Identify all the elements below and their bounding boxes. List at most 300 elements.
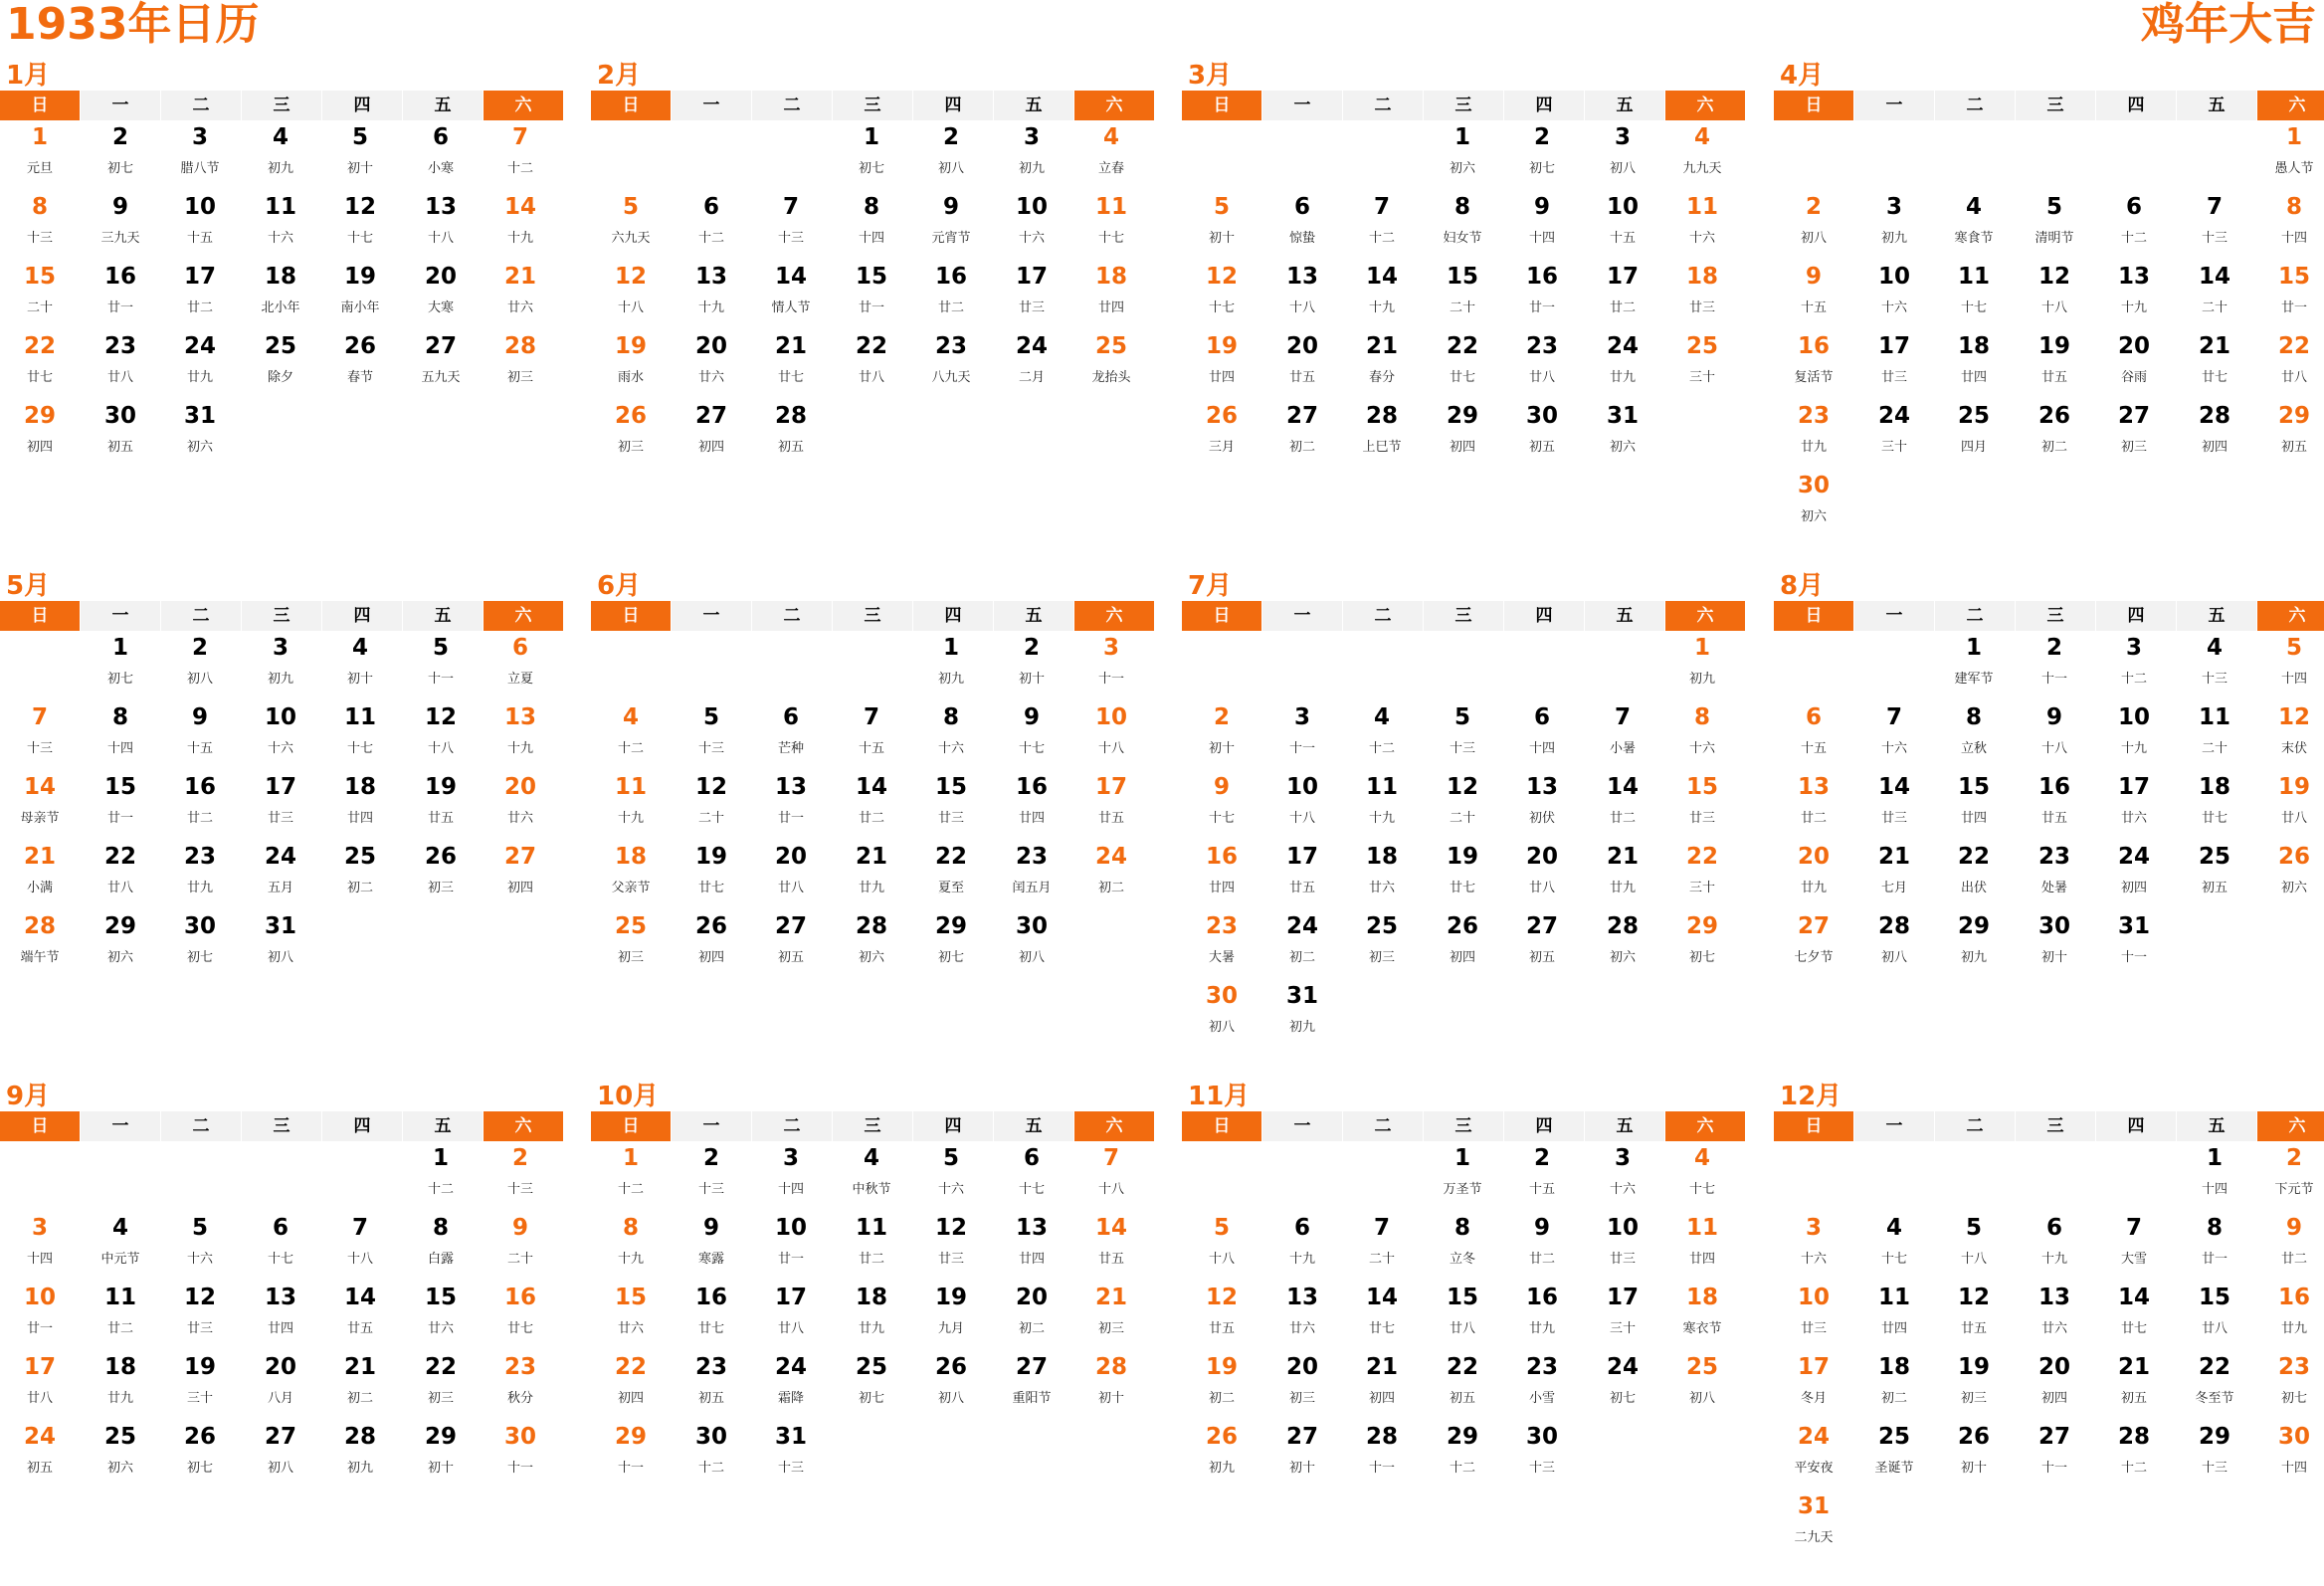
day-number: 19 — [424, 774, 457, 800]
day-cell — [241, 260, 320, 329]
day-cell — [1934, 840, 2014, 909]
day-number: 8 — [863, 194, 879, 220]
day-cell — [1262, 260, 1342, 329]
day-cell — [751, 329, 831, 399]
day-cell — [1583, 120, 1662, 190]
day-number: 11 — [264, 194, 296, 220]
day-cell — [1502, 1281, 1582, 1350]
day-number: 29 — [1446, 403, 1478, 429]
lunar-label: 十二 — [506, 161, 533, 176]
weekday-cell: 日 — [0, 601, 80, 631]
lunar-label: 廿七 — [2120, 1321, 2147, 1336]
lunar-label: 重阳节 — [1012, 1391, 1052, 1406]
day-cell — [401, 700, 481, 770]
day-cell — [2254, 190, 2324, 260]
day-number: 13 — [1525, 774, 1558, 800]
day-cell — [2254, 120, 2324, 190]
weekday-cell: 三 — [833, 601, 912, 631]
day-cell — [2015, 1420, 2094, 1489]
day-cell — [591, 770, 671, 840]
lunar-label: 大寒 — [427, 300, 454, 315]
lunar-label: 廿四 — [1688, 1252, 1715, 1267]
day-number: 29 — [614, 1424, 647, 1450]
day-cell — [1774, 260, 1853, 329]
weekday-cell: 日 — [0, 1111, 80, 1141]
day-cell — [1583, 260, 1662, 329]
day-number: 7 — [351, 1215, 368, 1241]
lunar-label: 二十 — [1449, 811, 1475, 826]
lunar-label: 初八 — [1800, 231, 1827, 246]
lunar-label: 廿二 — [937, 300, 964, 315]
lunar-label: 廿九 — [1609, 370, 1636, 385]
lunar-label: 三九天 — [100, 231, 140, 246]
day-cell — [911, 120, 991, 190]
day-cell — [241, 631, 320, 700]
lunar-label: 上巳节 — [1362, 440, 1402, 455]
lunar-label: 寒食节 — [1954, 231, 1994, 246]
day-number: 16 — [1015, 774, 1048, 800]
day-number: 15 — [103, 774, 136, 800]
weekday-header — [0, 1111, 573, 1141]
lunar-label: 小满 — [26, 881, 53, 895]
day-cell — [241, 190, 320, 260]
day-number: 7 — [2125, 1215, 2142, 1241]
lunar-label: 八九天 — [931, 370, 971, 385]
day-number: 22 — [614, 1354, 647, 1380]
day-cell — [1071, 260, 1151, 329]
day-number: 22 — [103, 844, 136, 870]
day-cell — [1583, 840, 1662, 909]
day-cell — [1583, 329, 1662, 399]
lunar-label: 廿三 — [1688, 300, 1715, 315]
day-cell — [1662, 631, 1742, 700]
day-cell — [1262, 399, 1342, 469]
day-number: 13 — [1015, 1215, 1048, 1241]
lunar-label: 十九 — [697, 300, 724, 315]
page-title: 1933年日历 — [6, 0, 260, 50]
lunar-label: 初七 — [1528, 161, 1555, 176]
lunar-label: 初六 — [2280, 881, 2307, 895]
day-number: 10 — [1877, 264, 1910, 290]
day-number: 3 — [1805, 1215, 1822, 1241]
lunar-label: 初九 — [1880, 231, 1907, 246]
day-cell — [160, 1211, 240, 1281]
month-label: 12月 — [1780, 1082, 1842, 1111]
day-cell — [81, 1420, 160, 1489]
day-number: 24 — [774, 1354, 807, 1380]
day-cell — [1071, 1350, 1151, 1420]
lunar-label: 初二 — [1288, 950, 1315, 965]
lunar-label: 中秋节 — [852, 1182, 891, 1197]
day-cell — [1342, 700, 1422, 770]
day-number: 12 — [1446, 774, 1478, 800]
day-cell — [911, 909, 991, 979]
day-cell — [1423, 399, 1502, 469]
day-cell — [1854, 700, 1934, 770]
day-number: 31 — [2117, 913, 2150, 939]
day-number: 25 — [264, 333, 296, 359]
lunar-label: 十八 — [1960, 1252, 1987, 1267]
lunar-label: 除夕 — [267, 370, 293, 385]
day-number: 8 — [1453, 1215, 1470, 1241]
day-number: 9 — [2285, 1215, 2302, 1241]
lunar-label: 建军节 — [1954, 672, 1994, 687]
day-cell — [1502, 1350, 1582, 1420]
day-number: 20 — [264, 1354, 296, 1380]
weekday-cell: 四 — [2096, 91, 2176, 120]
lunar-label: 初五 — [1528, 440, 1555, 455]
day-number: 18 — [855, 1285, 887, 1310]
day-number: 21 — [503, 264, 536, 290]
day-number: 12 — [934, 1215, 967, 1241]
day-cell — [160, 1350, 240, 1420]
day-number: 14 — [2198, 264, 2230, 290]
day-cell — [241, 1211, 320, 1281]
weekday-cell: 五 — [994, 1111, 1073, 1141]
weekday-cell: 三 — [242, 601, 321, 631]
day-cell — [2254, 770, 2324, 840]
lunar-label: 初五 — [2120, 1391, 2147, 1406]
day-number: 12 — [1957, 1285, 1990, 1310]
day-cell — [751, 190, 831, 260]
lunar-label: 冬月 — [1800, 1391, 1827, 1406]
day-number: 26 — [614, 403, 647, 429]
day-cell — [832, 840, 911, 909]
day-number: 12 — [1205, 264, 1238, 290]
day-number: 5 — [1453, 704, 1470, 730]
day-number: 1 — [111, 635, 128, 661]
lunar-label: 十三 — [777, 1461, 804, 1476]
day-number: 11 — [855, 1215, 887, 1241]
lunar-label: 初二 — [2040, 440, 2067, 455]
day-number: 22 — [1446, 333, 1478, 359]
day-cell — [832, 120, 911, 190]
day-number: 8 — [2285, 194, 2302, 220]
day-number: 14 — [1365, 1285, 1398, 1310]
day-cell — [1662, 190, 1742, 260]
lunar-label: 十四 — [1528, 231, 1555, 246]
day-number: 7 — [511, 124, 528, 150]
month-block — [0, 568, 573, 1076]
day-cell — [1854, 190, 1934, 260]
weekday-cell: 二 — [752, 1111, 832, 1141]
lunar-label: 小寒 — [427, 161, 454, 176]
day-number: 16 — [934, 264, 967, 290]
month-block — [1182, 568, 1755, 1076]
day-cell — [401, 1350, 481, 1420]
day-number: 4 — [1965, 194, 1982, 220]
day-cell — [1182, 190, 1261, 260]
day-number: 21 — [855, 844, 887, 870]
lunar-label: 二十 — [1368, 1252, 1395, 1267]
weekday-cell: 四 — [913, 1111, 993, 1141]
lunar-label: 十三 — [506, 1182, 533, 1197]
weekday-cell: 日 — [591, 601, 671, 631]
day-cell — [2254, 1350, 2324, 1420]
day-number: 25 — [1957, 403, 1990, 429]
day-number: 9 — [191, 704, 208, 730]
weekday-cell: 三 — [1424, 601, 1503, 631]
weekday-cell: 六 — [2257, 91, 2324, 120]
day-number: 9 — [111, 194, 128, 220]
lunar-label: 十二 — [2120, 1461, 2147, 1476]
day-cell — [1071, 770, 1151, 840]
weekday-cell: 六 — [484, 601, 563, 631]
month-label: 8月 — [1780, 571, 1825, 601]
day-number: 1 — [1965, 635, 1982, 661]
lunar-label: 十六 — [1018, 231, 1045, 246]
day-number: 20 — [1015, 1285, 1048, 1310]
day-cell — [1854, 770, 1934, 840]
weekday-header — [591, 601, 1164, 631]
month-block — [591, 568, 1164, 1076]
day-cell — [481, 631, 560, 700]
month-label: 6月 — [597, 571, 642, 601]
day-cell — [751, 840, 831, 909]
day-number: 9 — [702, 1215, 719, 1241]
day-number: 19 — [614, 333, 647, 359]
day-cell — [320, 120, 400, 190]
day-number: 5 — [622, 194, 639, 220]
day-number: 13 — [424, 194, 457, 220]
lunar-label: 廿七 — [697, 881, 724, 895]
day-cell — [401, 770, 481, 840]
day-cell — [1934, 770, 2014, 840]
lunar-label: 十九 — [1368, 300, 1395, 315]
lunar-label: 初五 — [106, 440, 133, 455]
lunar-label: 初十 — [2040, 950, 2067, 965]
day-number: 6 — [272, 1215, 289, 1241]
lunar-label: 廿九 — [1800, 881, 1827, 895]
lunar-label: 十二 — [2120, 231, 2147, 246]
day-number: 22 — [1957, 844, 1990, 870]
day-cell — [1071, 840, 1151, 909]
day-number: 22 — [2198, 1354, 2230, 1380]
day-cell — [160, 1281, 240, 1350]
day-number: 12 — [343, 194, 376, 220]
day-cell — [1071, 1281, 1151, 1350]
day-number: 27 — [1797, 913, 1830, 939]
day-cell — [2254, 631, 2324, 700]
weekday-cell: 日 — [1774, 1111, 1853, 1141]
day-number: 6 — [511, 635, 528, 661]
day-number: 17 — [1877, 333, 1910, 359]
day-number: 30 — [1525, 403, 1558, 429]
weekday-cell: 四 — [1504, 91, 1584, 120]
day-number: 20 — [1285, 333, 1318, 359]
day-cell — [1854, 1281, 1934, 1350]
day-cell — [1934, 909, 2014, 979]
lunar-label: 廿三 — [1688, 811, 1715, 826]
lunar-label: 廿七 — [506, 1321, 533, 1336]
day-number: 7 — [1373, 1215, 1390, 1241]
lunar-label: 十三 — [26, 231, 53, 246]
lunar-label: 十六 — [186, 1252, 213, 1267]
lunar-label: 雨水 — [617, 370, 644, 385]
day-number: 31 — [774, 1424, 807, 1450]
lunar-label: 南小年 — [340, 300, 380, 315]
lunar-label: 廿三 — [937, 1252, 964, 1267]
day-number: 22 — [2277, 333, 2310, 359]
day-cell — [672, 840, 751, 909]
day-cell — [2015, 190, 2094, 260]
lunar-label: 初五 — [1528, 950, 1555, 965]
lunar-label: 廿四 — [1018, 811, 1045, 826]
day-number: 26 — [183, 1424, 216, 1450]
day-cell — [81, 700, 160, 770]
lunar-label: 廿九 — [1609, 881, 1636, 895]
weekday-cell: 日 — [591, 1111, 671, 1141]
weekday-header — [1182, 1111, 1755, 1141]
day-cell — [1502, 909, 1582, 979]
day-number: 14 — [2117, 1285, 2150, 1310]
day-cell — [672, 1281, 751, 1350]
day-number: 21 — [774, 333, 807, 359]
day-number: 12 — [1205, 1285, 1238, 1310]
lunar-label: 霜降 — [777, 1391, 804, 1406]
day-number: 18 — [264, 264, 296, 290]
day-cell — [992, 190, 1071, 260]
day-number: 21 — [1365, 1354, 1398, 1380]
lunar-label: 廿一 — [777, 1252, 804, 1267]
day-cell — [2015, 260, 2094, 329]
day-number: 23 — [1797, 403, 1830, 429]
day-cell — [1342, 190, 1422, 260]
lunar-label: 初五 — [697, 1391, 724, 1406]
day-number: 10 — [1094, 704, 1127, 730]
day-number: 9 — [942, 194, 959, 220]
lunar-label: 十四 — [106, 741, 133, 756]
weekday-cell: 六 — [1665, 601, 1745, 631]
weekday-cell: 六 — [2257, 1111, 2324, 1141]
lunar-label: 廿五 — [1208, 1321, 1235, 1336]
month-label: 2月 — [597, 61, 642, 91]
lunar-label: 廿三 — [1018, 300, 1045, 315]
day-cell — [1342, 770, 1422, 840]
day-cell — [481, 1350, 560, 1420]
lunar-label: 初九 — [937, 672, 964, 687]
day-number: 25 — [2198, 844, 2230, 870]
day-cell — [160, 329, 240, 399]
day-cell — [1262, 329, 1342, 399]
day-number: 2 — [2045, 635, 2062, 661]
day-number: 16 — [103, 264, 136, 290]
lunar-label: 十三 — [2201, 672, 2227, 687]
day-number: 26 — [1205, 403, 1238, 429]
day-number: 5 — [191, 1215, 208, 1241]
day-cell — [320, 190, 400, 260]
lunar-label: 十四 — [2280, 1461, 2307, 1476]
lunar-label: 十七 — [1880, 1252, 1907, 1267]
day-number: 14 — [1365, 264, 1398, 290]
lunar-label: 廿七 — [2201, 370, 2227, 385]
day-number: 26 — [1205, 1424, 1238, 1450]
lunar-label: 初五 — [2201, 881, 2227, 895]
day-cell — [1071, 329, 1151, 399]
day-cell — [1854, 1420, 1934, 1489]
weekday-cell: 四 — [2096, 601, 2176, 631]
day-number: 19 — [694, 844, 727, 870]
day-number: 13 — [694, 264, 727, 290]
lunar-label: 十六 — [1609, 1182, 1636, 1197]
lunar-label: 初三 — [427, 881, 454, 895]
day-number: 16 — [1797, 333, 1830, 359]
day-number: 23 — [934, 333, 967, 359]
day-cell — [320, 1211, 400, 1281]
lunar-label: 初七 — [106, 672, 133, 687]
day-cell — [320, 631, 400, 700]
lunar-label: 廿八 — [26, 1391, 53, 1406]
day-cell — [1774, 1489, 1853, 1559]
lunar-label: 廿八 — [777, 1321, 804, 1336]
weekday-cell: 五 — [403, 91, 483, 120]
day-number: 24 — [1094, 844, 1127, 870]
day-cell — [1774, 770, 1853, 840]
day-cell — [1774, 1211, 1853, 1281]
weekday-cell: 三 — [1424, 1111, 1503, 1141]
day-cell — [81, 399, 160, 469]
day-cell — [0, 399, 80, 469]
day-cell — [320, 329, 400, 399]
lunar-label: 十一 — [1368, 1461, 1395, 1476]
day-number: 13 — [503, 704, 536, 730]
day-cell — [1583, 190, 1662, 260]
day-cell — [2094, 770, 2174, 840]
day-cell — [401, 840, 481, 909]
weekday-cell: 五 — [1585, 601, 1664, 631]
weekday-cell: 五 — [994, 601, 1073, 631]
weekday-cell: 六 — [1074, 91, 1154, 120]
day-number: 1 — [2206, 1145, 2223, 1171]
day-cell — [2094, 700, 2174, 770]
day-cell — [0, 1350, 80, 1420]
day-cell — [1583, 770, 1662, 840]
day-cell — [992, 700, 1071, 770]
day-number: 2 — [1023, 635, 1040, 661]
day-cell — [2175, 770, 2254, 840]
day-number: 15 — [23, 264, 56, 290]
lunar-label: 五九天 — [421, 370, 461, 385]
day-number: 7 — [1373, 194, 1390, 220]
lunar-label: 十九 — [2040, 1252, 2067, 1267]
day-cell — [160, 840, 240, 909]
lunar-label: 十六 — [937, 741, 964, 756]
month-label: 9月 — [6, 1082, 51, 1111]
lunar-label: 初五 — [1449, 1391, 1475, 1406]
day-cell — [2175, 1281, 2254, 1350]
day-number: 9 — [2045, 704, 2062, 730]
lunar-label: 十五 — [1800, 741, 1827, 756]
weekday-cell: 五 — [403, 601, 483, 631]
lunar-label: 六九天 — [611, 231, 651, 246]
day-cell — [1342, 1211, 1422, 1281]
lunar-label: 初三 — [1368, 950, 1395, 965]
weekday-cell: 四 — [913, 601, 993, 631]
lunar-label: 下元节 — [2274, 1182, 2314, 1197]
day-cell — [1423, 120, 1502, 190]
day-cell — [672, 1420, 751, 1489]
day-number: 4 — [1885, 1215, 1902, 1241]
day-cell — [160, 700, 240, 770]
day-number: 18 — [2198, 774, 2230, 800]
lunar-label: 廿一 — [1528, 300, 1555, 315]
day-cell — [1934, 1350, 2014, 1420]
day-number: 18 — [343, 774, 376, 800]
day-number: 21 — [23, 844, 56, 870]
day-number: 20 — [694, 333, 727, 359]
month-block — [1182, 1079, 1755, 1586]
day-cell — [1854, 840, 1934, 909]
